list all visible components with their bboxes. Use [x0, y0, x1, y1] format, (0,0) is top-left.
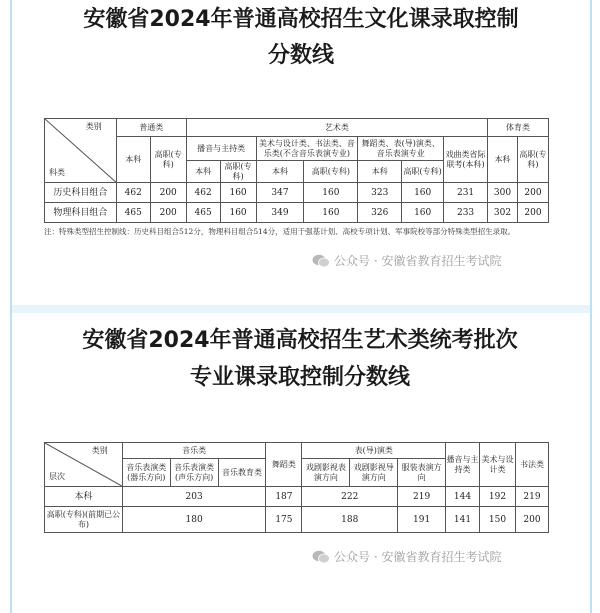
score-cell: 233: [444, 203, 488, 223]
score-cell: 231: [444, 183, 488, 203]
table1-tiyu-benke: 本科: [488, 137, 518, 183]
table1-sub-wudao: 舞蹈类、表(导)演类、音乐表演专业: [358, 137, 444, 161]
table1-putong-gaozhi: 高职(专科): [150, 137, 186, 183]
score-cell: 144: [446, 487, 480, 507]
table1-meishu-gaozhi: 高职(专科): [304, 161, 358, 183]
score-cell: 200: [517, 183, 548, 203]
table2-group-biaoyan: 表(导)演类: [302, 443, 446, 459]
table1-group-putong: 普通类: [116, 119, 186, 137]
row-label: 物理科目组合: [45, 203, 117, 223]
score-cell: 160: [304, 183, 358, 203]
table-row: [45, 183, 549, 203]
row-label: 高职(专科)(前期已公布): [45, 507, 123, 533]
score-cell: 160: [220, 203, 256, 223]
score-cell: 326: [358, 203, 402, 223]
table1-putong-benke: 本科: [116, 137, 150, 183]
score-cell: 150: [480, 507, 516, 533]
wechat-icon: [312, 550, 330, 564]
wechat-icon: [312, 254, 330, 268]
score-cell: 200: [150, 183, 186, 203]
table1-corner-bottom: 科类: [49, 168, 65, 177]
table1-group-yishu: 艺术类: [186, 119, 487, 137]
score-cell: 465: [116, 203, 150, 223]
score-cell: 203: [122, 487, 266, 507]
table2-sub-yinyue-jiaoyu: 音乐教育类: [218, 459, 266, 487]
table2-corner-cell: [45, 443, 123, 487]
score-cell: 462: [186, 183, 220, 203]
score-cell: 191: [398, 507, 446, 533]
table1-sub-meishu: 美术与设计类、书法类、音乐类(不含音乐表演专业): [256, 137, 358, 161]
section2-title-line2: 专业课录取控制分数线: [189, 365, 410, 390]
table2-corner-top: 类别: [91, 446, 108, 455]
table1-sub-xiqu: 戏曲类省际联考(本科): [444, 137, 488, 183]
watermark-text: 公众号 · 安徽省教育招生考试院: [334, 550, 502, 564]
table-row: [45, 507, 549, 533]
score-cell: 160: [220, 183, 256, 203]
score-cell: 175: [266, 507, 302, 533]
watermark: [312, 252, 501, 269]
score-cell: 323: [358, 183, 402, 203]
row-label: 本科: [45, 487, 123, 507]
score-cell: 300: [488, 183, 518, 203]
table2-group-yinyue: 音乐类: [122, 443, 266, 459]
section2-title-line1: 安徽省2024年普通高校招生艺术类统考批次: [82, 328, 518, 353]
score-cell: 187: [266, 487, 302, 507]
table-row: [45, 487, 549, 507]
section1-title-line2: 分数线: [267, 43, 334, 68]
score-cell: 465: [186, 203, 220, 223]
score-cell: 349: [256, 203, 304, 223]
score-cell: 462: [116, 183, 150, 203]
art-score-table: [44, 442, 549, 533]
score-cell: 160: [402, 183, 444, 203]
score-cell: 347: [256, 183, 304, 203]
table2-group-shufa: 书法类: [515, 443, 548, 487]
table1-sub-boyin: 播音与主持类: [186, 137, 256, 161]
table2-group-meishu: 美术与设计类: [480, 443, 516, 487]
table1-group-tiyu: 体育类: [488, 119, 549, 137]
score-cell: 219: [398, 487, 446, 507]
score-cell: 200: [517, 203, 548, 223]
score-cell: 192: [480, 487, 516, 507]
table1-corner-cell: [45, 119, 117, 183]
table2-sub-xiju-daoyan: 戏剧影视导演方向: [350, 459, 398, 487]
table1-tiyu-gaozhi: 高职(专科): [517, 137, 548, 183]
watermark: [312, 548, 501, 565]
section1-title-line1: 安徽省2024年普通高校招生文化课录取控制: [83, 7, 519, 32]
table1-boyin-benke: 本科: [186, 161, 220, 183]
score-cell: 222: [302, 487, 398, 507]
score-cell: 200: [515, 507, 548, 533]
culture-score-table: [44, 118, 549, 223]
table2-group-wudao: 舞蹈类: [266, 443, 302, 487]
watermark-text: 公众号 · 安徽省教育招生考试院: [334, 254, 502, 268]
score-cell: 160: [304, 203, 358, 223]
score-cell: 200: [150, 203, 186, 223]
table2-sub-xiju-biaoyan: 戏剧影视表演方向: [302, 459, 350, 487]
table-row: [45, 203, 549, 223]
score-cell: 141: [446, 507, 480, 533]
table2-sub-yinyue-shengyue: 音乐表演类(声乐方向): [170, 459, 218, 487]
table2-sub-fuzhuang: 服装表演方向: [398, 459, 446, 487]
section-divider: [12, 305, 590, 313]
table1-note: 注：特殊类型招生控制线：历史科目组合512分，物理科目组合514分，适用于强基计划、高校专项计划、军事院校等部分特殊类型招生录取。: [44, 227, 516, 236]
table1-corner-top: 类别: [85, 122, 102, 131]
table2-corner-bottom: 层次: [49, 472, 65, 481]
score-cell: 180: [122, 507, 266, 533]
table1-wudao-gaozhi: 高职(专科): [402, 161, 444, 183]
table2-sub-yinyue-changge: 音乐表演类(器乐方向): [122, 459, 170, 487]
row-label: 历史科目组合: [45, 183, 117, 203]
table2-group-boyin: 播音与主持类: [446, 443, 480, 487]
score-cell: 188: [302, 507, 398, 533]
score-cell: 160: [402, 203, 444, 223]
table1-wudao-benke: 本科: [358, 161, 402, 183]
score-cell: 219: [515, 487, 548, 507]
table1-meishu-benke: 本科: [256, 161, 304, 183]
score-cell: 302: [488, 203, 518, 223]
table1-boyin-gaozhi: 高职(专科): [220, 161, 256, 183]
